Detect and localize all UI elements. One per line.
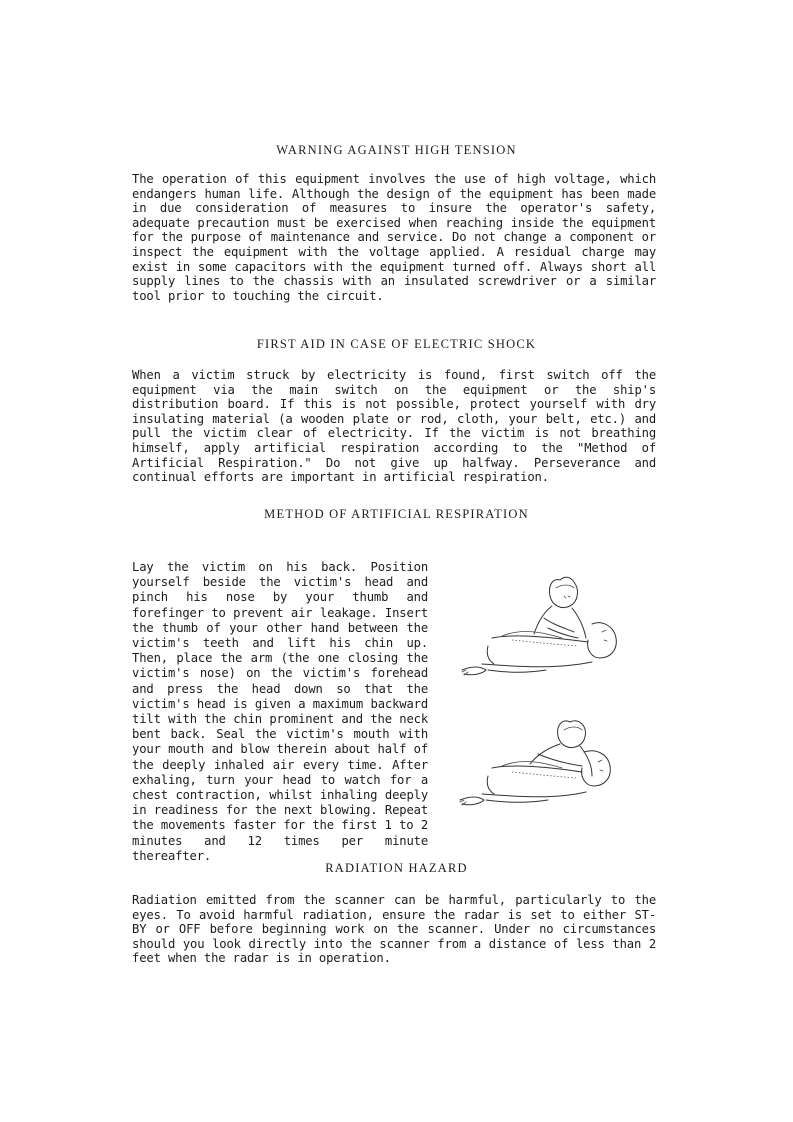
first-aid-heading: FIRST AID IN CASE OF ELECTRIC SHOCK bbox=[256, 337, 537, 351]
rescuer-mouth-to-mouth-illustration bbox=[452, 714, 632, 844]
warning-paragraph: The operation of this equipment involves the use of high voltage, which endangers human life. Although the design of the equipment has been made in due consideration of measures to insure the operator's safety, adequate precaution must be exercised when reaching inside the equipment for the purpose of maintenance and service. Do not change a component or inspect the equipment with the voltage applied. A residual charge may exist in some capacitors with the equipment turned off. Always short all supply lines to the chassis with an insulated screwdriver or a similar tool prior to touching the circuit. bbox=[132, 172, 656, 303]
method-paragraph: Lay the victim on his back. Position yourself beside the victim's head and pinch his nose by your thumb and forefinger to prevent air leakage. Insert the thumb of your other hand between the victim's teeth and lift his chin up. Then, place the arm (the one closing the victim's nose) on the victim's forehead and press the head down so that the victim's head is given a maximum backward tilt with the chin prominent and the neck bent back. Seal the victim's mouth with your mouth and blow therein about half of the deeply inhaled air every time. After exhaling, turn your head to watch for a chest contraction, whilst inhaling deeply in readiness for the next blowing. Repeat the movements faster for the first 1 to 2 minutes and 12 times per minute thereafter. bbox=[132, 560, 428, 863]
method-heading: METHOD OF ARTIFICIAL RESPIRATION bbox=[264, 507, 529, 521]
first-aid-paragraph: When a victim struck by electricity is found, first switch off the equipment via the main switch on the equipment or the ship's distribution board. If this is not possible, protect yourself with dry insulating material (a wooden plate or rod, cloth, your belt, etc.) and pull the victim clear of electricity. If the victim is not breathing himself, apply artificial respiration according to the "Method of Artificial Respiration." Do not give up halfway. Perseverance and continual efforts are important in artificial respiration. bbox=[132, 368, 656, 485]
radiation-heading: RADIATION HAZARD bbox=[325, 861, 468, 875]
radiation-paragraph: Radiation emitted from the scanner can be harmful, particularly to the eyes. To avoid harmful radiation, ensure the radar is set to either ST-BY or OFF before beginning work on the scanner. Under no circumstances should you look directly into the scanner from a distance of less than 2 feet when the radar is in operation. bbox=[132, 893, 656, 966]
warning-heading: WARNING AGAINST HIGH TENSION bbox=[276, 143, 517, 157]
rescuer-pinching-nose-illustration bbox=[452, 566, 632, 696]
